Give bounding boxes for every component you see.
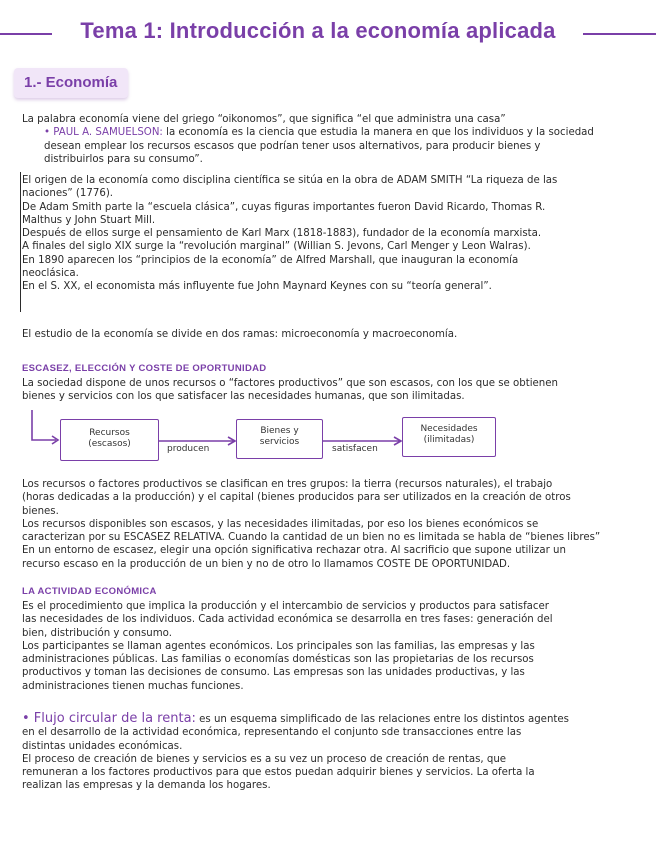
- history-line: neoclásica.: [22, 268, 79, 280]
- subheading-scarcity: ESCASEZ, ELECCIÓN Y COSTE DE OPORTUNIDAD: [22, 363, 267, 374]
- paragraph-line: bienes.: [22, 505, 59, 517]
- box-label: (ilimitadas): [423, 435, 475, 445]
- samuelson-text: la economía es la ciencia que estudia la manera en que los individuos y la sociedad: [162, 127, 594, 139]
- paragraph-line: La sociedad dispone de unos recursos o “factores productivos” que son escasos, con los que se obtienen: [22, 378, 558, 389]
- paragraph-line: En un entorno de escasez, elegir una opción significativa rechazar otra. Al sacrificio que supone utilizar un: [22, 545, 566, 557]
- history-line: naciones” (1776).: [22, 188, 114, 200]
- flujo-line: [22, 712, 640, 726]
- paragraph-line: bienes y servicios con los que satisfacer las necesidades humanas, que son ilimitadas.: [22, 391, 465, 403]
- paragraph-line: remuneran a los factores productivos para que estos puedan adquirir bienes y servicios. La oferta la: [22, 767, 535, 779]
- samuelson-line: desean emplear los recursos escasos que podrían tener usos alternativos, para producir bienes y: [44, 140, 541, 152]
- paragraph-line: recurso escaso en la producción de un bien y no de otro lo llamamos COSTE DE OPORTUNIDAD.: [22, 558, 511, 570]
- edge-label-producen: producen: [167, 444, 210, 454]
- box-recursos: [60, 419, 159, 461]
- box-necesidades: [402, 417, 496, 457]
- paragraph-line: Los participantes se llaman agentes económicos. Los principales son las familias, las empresas y las: [22, 640, 535, 652]
- page-title: Tema 1: Introducción a la economía aplicada: [80, 18, 556, 43]
- factors-block: [22, 478, 640, 571]
- history-line: De Adam Smith parte la “escuela clásica”, cuyas figuras importantes fueron David Ricardo, Thomas R.: [22, 201, 546, 213]
- history-line: Malthus y John Stuart Mill.: [22, 214, 156, 226]
- flujo-label: • Flujo circular de la renta:: [22, 711, 196, 726]
- section-heading: 1.- Economía: [24, 74, 118, 91]
- flujo-block: [22, 712, 640, 793]
- box-label: (escasos): [88, 439, 131, 449]
- paragraph-line: realizan las empresas y la demanda los hogares.: [22, 780, 271, 792]
- paragraph-line: El proceso de creación de bienes y servicios es a su vez un proceso de creación de rentas, que: [22, 753, 507, 765]
- paragraph-line: administraciones tienen muchas funciones.: [22, 680, 244, 692]
- paragraph-line: Los recursos disponibles son escasos, y las necesidades ilimitadas, por eso los bienes económicos se: [22, 518, 539, 530]
- box-label: Necesidades: [420, 424, 478, 434]
- paragraph: El estudio de la economía se divide en dos ramas: microeconomía y macroeconomía.: [22, 329, 458, 340]
- paragraph-line: (horas dedicadas a la producción) y el capital (bienes producidos para ser utilizados en la creación de otros: [22, 492, 571, 504]
- paragraph-line: distintas unidades económicas.: [22, 740, 183, 752]
- edge-label-satisfacen: satisfacen: [332, 444, 378, 454]
- paragraph-line: Es el procedimiento que implica la producción y el intercambio de servicios y productos para satisfacer: [22, 601, 549, 612]
- paragraph-line: administraciones públicas. Las familias o economías domésticas son las propietarias de los recursos: [22, 654, 534, 666]
- history-line: En el S. XX, el economista más influyente fue John Maynard Keynes con su “teoría general”.: [22, 281, 492, 293]
- box-label: Recursos: [89, 428, 130, 438]
- history-line: El origen de la economía como disciplina científica se sitúa en la obra de ADAM SMITH “La riqueza de las: [22, 175, 558, 186]
- paragraph-line: productivos y toman las decisiones de consumo. Las empresas son las unidades productivas, y las: [22, 667, 525, 679]
- box-bienes: [236, 419, 323, 459]
- history-line: A finales del siglo XIX surge la “revolución marginal” (Willian S. Jevons, Carl Menger y Leon Walras).: [22, 241, 531, 253]
- history-line: Después de ellos surge el pensamiento de Karl Marx (1818-1883), fundador de la economía marxista.: [22, 228, 542, 240]
- history-line: En 1890 aparecen los “principios de la economía” de Alfred Marshall, que inauguran la economía: [22, 254, 519, 266]
- subheading-activity: LA ACTIVIDAD ECONÓMICA: [22, 586, 157, 597]
- samuelson-line: distribuirlos para su consumo”.: [44, 153, 203, 165]
- paragraph-line: Los recursos o factores productivos se clasifican en tres grupos: la tierra (recursos naturales), el trabajo: [22, 479, 553, 490]
- samuelson-name: • PAUL A. SAMUELSON:: [44, 127, 163, 139]
- paragraph-line: en el desarrollo de la actividad económica, representando el conjunto sde transacciones entre las: [22, 727, 522, 739]
- paragraph-line: las necesidades de los individuos. Cada actividad económica se desarrolla en tres fases: generación del: [22, 614, 553, 626]
- paragraph: La palabra economía viene del griego “oikonomos”, que significa “el que administra una casa”: [22, 114, 506, 125]
- paragraph-line: caracterizan por su ESCASEZ RELATIVA. Cuando la cantidad de un bien no es limitada se habla de “bienes libres”: [22, 532, 601, 544]
- paragraph-line: bien, distribución y consumo.: [22, 627, 172, 639]
- flujo-text: es un esquema simplificado de las relaciones entre los distintos agentes: [195, 714, 569, 725]
- box-label: Bienes y: [260, 426, 299, 436]
- box-label: servicios: [259, 437, 300, 447]
- activity-block: [22, 600, 640, 693]
